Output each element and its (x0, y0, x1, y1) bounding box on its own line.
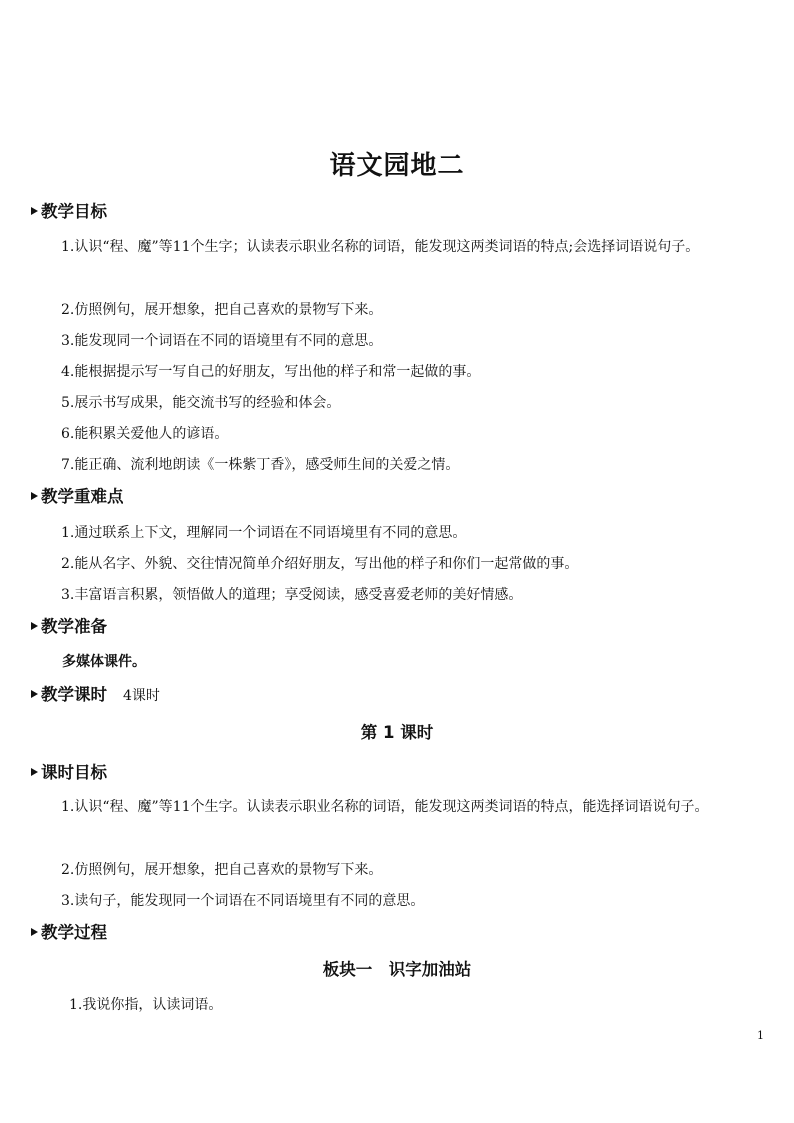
class-hours-value: 4课时 (123, 688, 160, 704)
triangle-bullet-icon (31, 207, 38, 215)
goal-item-1: 1.认识“程、魔”等11个生字；认读表示职业名称的词语，能发现这两类词语的特点;会选择词语说句子。 (61, 239, 700, 255)
heading-class-hours (31, 684, 160, 707)
goal-item-2: 2.仿照例句，展开想象，把自己喜欢的景物写下来。 (61, 302, 383, 318)
heading-preparation (31, 616, 107, 638)
goal-item-4: 4.能根据提示写一写自己的好朋友，写出他的样子和常一起做的事。 (61, 364, 481, 380)
triangle-bullet-icon (31, 690, 38, 698)
goal-item-5: 5.展示书写成果，能交流书写的经验和体会。 (61, 395, 341, 411)
heading-lesson-goals (31, 762, 107, 784)
block-1-step-1: 1.我说你指，认读词语。 (69, 997, 223, 1013)
goal-item-3: 3.能发现同一个词语在不同的语境里有不同的意思。 (61, 333, 383, 349)
heading-text: 教学准备 (41, 617, 107, 636)
lesson-goal-1: 1.认识“程、魔”等11个生字。认读表示职业名称的词语，能发现这两类词语的特点，能选择词语说句子。 (61, 799, 709, 815)
goal-item-6: 6.能积累关爱他人的谚语。 (61, 426, 229, 442)
heading-teaching-goals (31, 201, 107, 223)
key-point-2: 2.能从名字、外貌、交往情况简单介绍好朋友，写出他的样子和你们一起常做的事。 (61, 556, 579, 572)
goal-item-7: 7.能正确、流利地朗读《一株紫丁香》，感受师生间的关爱之情。 (61, 457, 460, 473)
preparation-content: 多媒体课件。 (62, 654, 146, 670)
heading-text: 教学过程 (41, 923, 107, 942)
heading-text: 教学课时 (41, 685, 107, 704)
triangle-bullet-icon (31, 622, 38, 630)
triangle-bullet-icon (31, 928, 38, 936)
heading-text: 课时目标 (41, 763, 107, 782)
heading-text: 教学目标 (41, 202, 107, 221)
block-1-title: 板块一 识字加油站 (322, 960, 472, 979)
lesson-goal-3: 3.读句子，能发现同一个词语在不同语境里有不同的意思。 (61, 893, 425, 909)
page-title: 语文园地二 (329, 151, 465, 181)
page-number: 1 (757, 1029, 764, 1042)
triangle-bullet-icon (31, 492, 38, 500)
triangle-bullet-icon (31, 768, 38, 776)
lesson-1-title: 第 1 课时 (360, 723, 434, 742)
heading-teaching-process (31, 922, 107, 944)
lesson-goal-2: 2.仿照例句，展开想象，把自己喜欢的景物写下来。 (61, 862, 383, 878)
key-point-3: 3.丰富语言积累，领悟做人的道理；享受阅读，感受喜爱老师的美好情感。 (61, 587, 523, 603)
heading-text: 教学重难点 (41, 487, 124, 506)
heading-key-points (31, 486, 124, 508)
key-point-1: 1.通过联系上下文，理解同一个词语在不同语境里有不同的意思。 (61, 525, 467, 541)
